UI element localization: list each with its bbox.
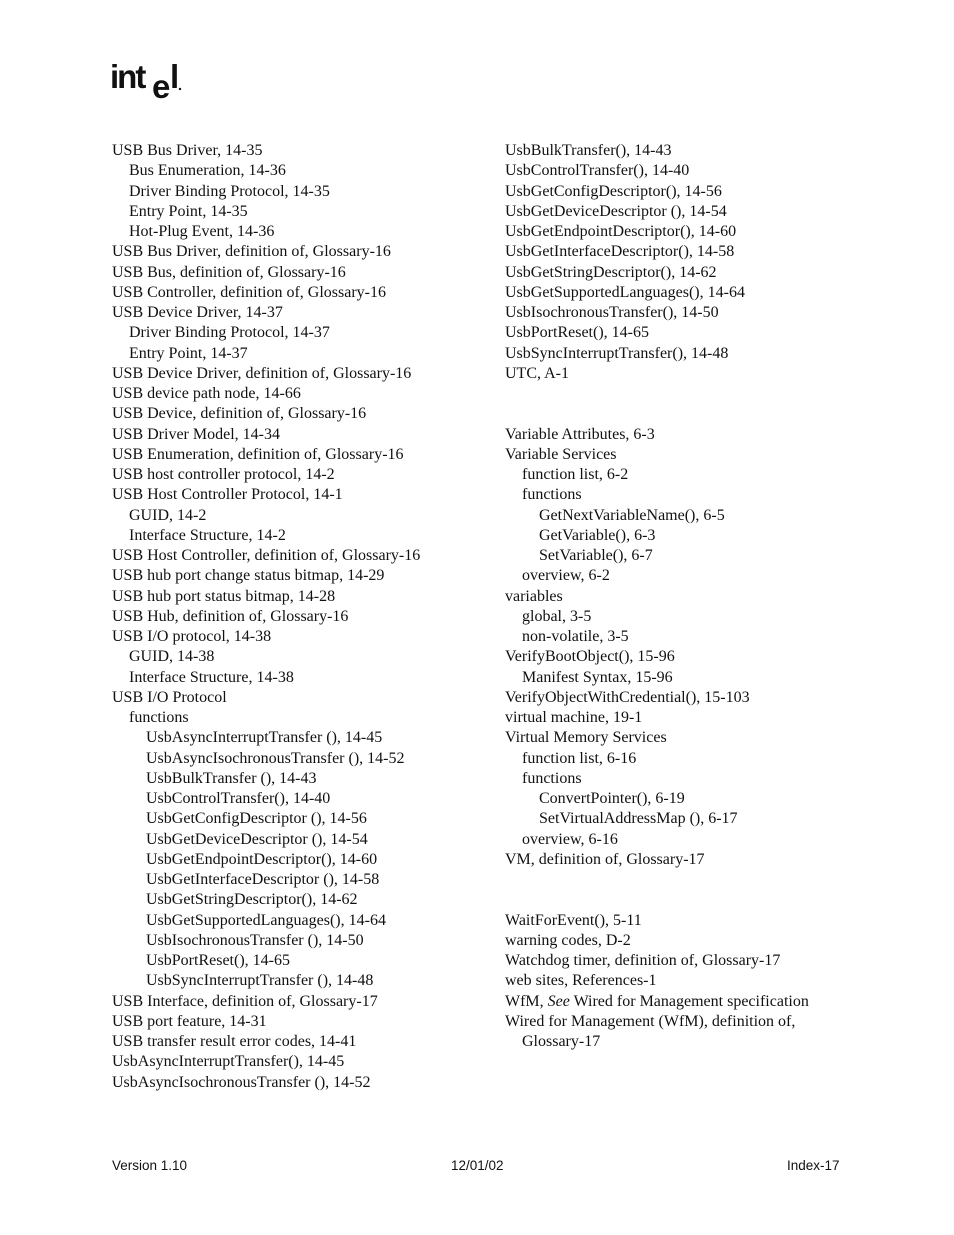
index-entry: Watchdog timer, definition of, Glossary-17 [505, 952, 781, 969]
index-entry: USB host controller protocol, 14-2 [112, 466, 335, 483]
index-subentry: Driver Binding Protocol, 14-37 [129, 324, 330, 342]
index-entry-wfm [505, 992, 905, 1012]
index-entry: VerifyObjectWithCredential(), 15-103 [505, 688, 750, 706]
section-spacer [505, 870, 905, 911]
index-group-v [505, 425, 905, 871]
index-entry: UsbGetSupportedLanguages(), 14-64 [505, 283, 745, 301]
index-subsubentry: UsbGetSupportedLanguages(), 14-64 [146, 911, 386, 929]
index-subentry: Interface Structure, 14-2 [129, 526, 286, 544]
index-entry: UsbGetStringDescriptor(), 14-62 [505, 263, 717, 281]
index-subentry: Entry Point, 14-35 [129, 202, 248, 220]
index-entry: USB Device, definition of, Glossary-16 [112, 405, 367, 423]
index-entry: UsbIsochronousTransfer(), 14-50 [505, 304, 719, 321]
index-subsubentry: UsbGetInterfaceDescriptor (), 14-58 [146, 871, 380, 888]
index-entry: Variable Services [505, 445, 617, 463]
index-entry: USB Hub, definition of, Glossary-16 [112, 607, 349, 625]
index-entry-wired: Wired for Management (WfM), definition of, [505, 1012, 796, 1030]
index-column-left [112, 141, 482, 1093]
section-spacer [505, 384, 905, 425]
index-entry: USB I/O protocol, 14-38 [112, 628, 272, 645]
index-subentry: Driver Binding Protocol, 14-35 [129, 182, 330, 200]
index-subentry: Interface Structure, 14-38 [129, 668, 294, 686]
index-subentry: non-volatile, 3-5 [522, 628, 629, 645]
index-subentry: function list, 6-2 [522, 466, 629, 483]
index-entry: USB hub port change status bitmap, 14-29 [112, 567, 385, 585]
index-entry: USB I/O Protocol [112, 688, 227, 706]
index-column-right [505, 141, 905, 1052]
index-subsubentry: UsbPortReset(), 14-65 [146, 952, 290, 969]
index-entry: UsbControlTransfer(), 14-40 [505, 162, 690, 180]
index-entry: USB Host Controller Protocol, 14-1 [112, 486, 343, 504]
index-subentry: functions [522, 486, 582, 504]
index-entry: UsbPortReset(), 14-65 [505, 324, 649, 342]
footer-date: 12/01/02 [451, 1158, 504, 1173]
index-subsubentry: UsbIsochronousTransfer (), 14-50 [146, 931, 364, 949]
index-entry: USB Bus, definition of, Glossary-16 [112, 263, 346, 281]
svg-text:e: e [152, 68, 171, 104]
index-entry: USB port feature, 14-31 [112, 1012, 267, 1030]
index-subentry: overview, 6-2 [522, 567, 610, 585]
index-entry: USB Driver Model, 14-34 [112, 425, 280, 443]
index-entry: UsbGetDeviceDescriptor (), 14-54 [505, 202, 727, 220]
footer-page-number: Index-17 [787, 1158, 840, 1173]
index-entry: UsbGetInterfaceDescriptor(), 14-58 [505, 243, 735, 261]
intel-logo [110, 58, 190, 104]
index-entry: UsbGetConfigDescriptor(), 14-56 [505, 182, 722, 200]
index-subsubentry: UsbGetStringDescriptor(), 14-62 [146, 891, 358, 909]
index-group-u-continued [505, 141, 905, 384]
index-subentry: Hot-Plug Event, 14-36 [129, 223, 275, 240]
entry-text: WfM, [505, 992, 548, 1010]
index-entry: UsbGetEndpointDescriptor(), 14-60 [505, 223, 737, 240]
index-entry: USB Device Driver, definition of, Glossary-16 [112, 364, 412, 382]
index-subsubentry: UsbGetEndpointDescriptor(), 14-60 [146, 850, 378, 868]
index-entry: USB Bus Driver, definition of, Glossary-16 [112, 243, 391, 261]
index-entry: USB device path node, 14-66 [112, 385, 301, 402]
index-entry: Virtual Memory Services [505, 729, 667, 747]
index-entry: UsbAsyncIsochronousTransfer (), 14-52 [112, 1073, 371, 1091]
index-entry: UTC, A-1 [505, 364, 569, 382]
index-subsubentry: UsbBulkTransfer (), 14-43 [146, 769, 317, 787]
index-entry: USB hub port status bitmap, 14-28 [112, 587, 336, 605]
index-entry: USB Host Controller, definition of, Glossary-16 [112, 547, 421, 564]
index-subsubentry: UsbSyncInterruptTransfer (), 14-48 [146, 972, 374, 990]
index-subsubentry: UsbGetConfigDescriptor (), 14-56 [146, 810, 367, 828]
index-entry: virtual machine, 19-1 [505, 709, 643, 726]
index-subentry: functions [522, 769, 582, 787]
index-subsubentry: UsbControlTransfer(), 14-40 [146, 790, 331, 807]
index-subentry: global, 3-5 [522, 607, 592, 625]
index-subentry: Entry Point, 14-37 [129, 344, 248, 362]
index-subsubentry: UsbGetDeviceDescriptor (), 14-54 [146, 830, 368, 848]
index-subsubentry: GetVariable(), 6-3 [539, 526, 656, 544]
svg-text:l: l [170, 58, 180, 95]
index-subsubentry: UsbAsyncInterruptTransfer (), 14-45 [146, 729, 383, 747]
index-entry: VM, definition of, Glossary-17 [505, 850, 705, 868]
index-entry: warning codes, D-2 [505, 931, 631, 949]
index-subentry: Manifest Syntax, 15-96 [522, 668, 673, 686]
index-entry: USB Device Driver, 14-37 [112, 304, 283, 321]
index-entry: web sites, References-1 [505, 972, 657, 990]
index-entry: USB Controller, definition of, Glossary-16 [112, 283, 386, 301]
index-entry: UsbSyncInterruptTransfer(), 14-48 [505, 344, 729, 362]
svg-text:int: int [110, 58, 145, 95]
index-subsubentry: SetVariable(), 6-7 [539, 547, 653, 564]
index-subentry: overview, 6-16 [522, 830, 618, 848]
index-entry: Variable Attributes, 6-3 [505, 425, 655, 443]
index-entry: VerifyBootObject(), 15-96 [505, 648, 675, 666]
see-reference: See [547, 992, 570, 1010]
index-subentry: functions [129, 709, 189, 726]
index-entry: USB transfer result error codes, 14-41 [112, 1033, 357, 1050]
index-entry: WaitForEvent(), 5-11 [505, 911, 642, 929]
index-entry: USB Enumeration, definition of, Glossary-16 [112, 445, 404, 463]
index-subentry: GUID, 14-38 [129, 648, 215, 666]
index-subsubentry: SetVirtualAddressMap (), 6-17 [539, 810, 738, 828]
index-entry: UsbAsyncInterruptTransfer(), 14-45 [112, 1053, 345, 1071]
index-entry: UsbBulkTransfer(), 14-43 [505, 142, 672, 159]
index-subentry: GUID, 14-2 [129, 506, 207, 524]
index-group-w [505, 911, 905, 992]
index-subentry: function list, 6-16 [522, 749, 637, 767]
index-entry: variables [505, 587, 563, 605]
index-entry: USB Bus Driver, 14-35 [112, 142, 263, 159]
index-entry-wired-continuation: Glossary-17 [522, 1033, 601, 1050]
index-subsubentry: GetNextVariableName(), 6-5 [539, 506, 725, 524]
index-subentry: Bus Enumeration, 14-36 [129, 162, 286, 180]
footer-version: Version 1.10 [112, 1158, 188, 1173]
entry-text: Wired for Management specification [569, 992, 809, 1010]
index-subsubentry: ConvertPointer(), 6-19 [539, 790, 685, 807]
index-subsubentry: UsbAsyncIsochronousTransfer (), 14-52 [146, 749, 405, 767]
index-entry: USB Interface, definition of, Glossary-17 [112, 992, 378, 1010]
